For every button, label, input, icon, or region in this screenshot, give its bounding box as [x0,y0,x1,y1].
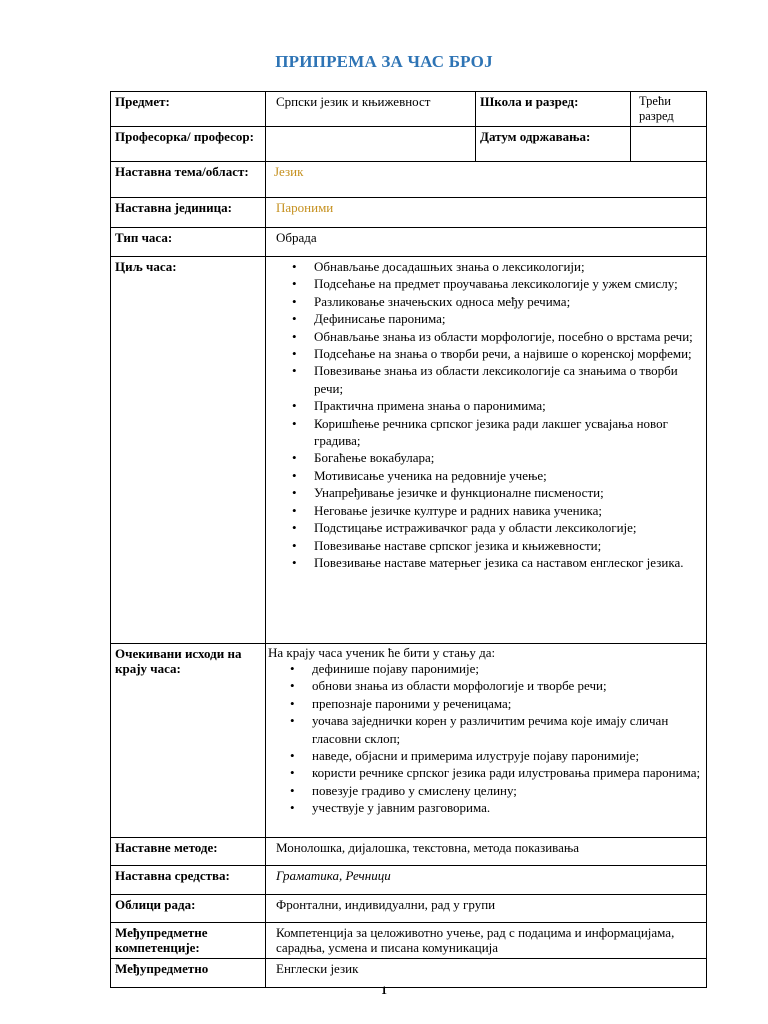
school-grade-value: Трећи разред [631,92,707,127]
goal-item: • Мотивисање ученика на редовније учење; [314,467,702,484]
goal-item: • Повезивање знања из области лексикологије са знањима о творби речи; [314,362,702,397]
topic-label: Наставна тема/област: [111,162,266,198]
outcomes-list [268,660,702,817]
competences-value: Компетенција за целоживотно учење, рад с подацима и информацијама, сарадња, усмена и писана комуникација [266,923,707,959]
correlation-value: Енглески језик [266,959,707,988]
unit-value: Пароними [266,198,707,228]
goals-list [270,258,702,571]
teacher-label: Професорка/ професор: [111,127,266,162]
means-value: Граматика, Речници [266,866,707,895]
date-value [631,127,707,162]
goals-label: Циљ часа: [111,257,266,644]
type-value: Обрада [266,228,707,257]
teacher-value [266,127,476,162]
date-label: Датум одржавања: [476,127,631,162]
outcome-item: • дефинише појаву паронимије; [312,660,702,677]
outcome-item: • обнови знања из области морфологије и творбе речи; [312,677,702,694]
methods-row [111,838,707,866]
topic-row [111,162,707,198]
goal-item: • Дефинисање паронима; [314,310,702,327]
means-label: Наставна средства: [111,866,266,895]
correlation-label: Међупредметно [111,959,266,988]
goal-item: • Обнављање знања из области морфологије, посебно о врстама речи; [314,328,702,345]
document-title: ПРИПРЕМА ЗА ЧАС БРОЈ [275,52,493,71]
unit-label: Наставна јединица: [111,198,266,228]
forms-label: Облици рада: [111,895,266,923]
means-row [111,866,707,895]
goals-cell [266,257,707,644]
subject-row [111,92,707,127]
outcome-item: • повезује градиво у смислену целину; [312,782,702,799]
outcomes-row [111,644,707,838]
type-row [111,228,707,257]
outcome-item: • препознаје пароними у реченицама; [312,695,702,712]
goal-item: • Унапређивање језичке и функционалне писмености; [314,484,702,501]
outcomes-cell [266,644,707,838]
forms-row [111,895,707,923]
competences-row [111,923,707,959]
methods-label: Наставне методе: [111,838,266,866]
lesson-plan-table [110,91,707,988]
outcome-item: • користи речнике српског језика ради илустровања примера паронима; [312,764,702,781]
goal-item: • Практична примена знања о паронимима; [314,397,702,414]
goal-item: • Обнављање досадашњих знања о лексикологији; [314,258,702,275]
goal-item: • Подсећање на предмет проучавања лексикологије у ужем смислу; [314,275,702,292]
type-label: Тип часа: [111,228,266,257]
goal-item: • Подстицање истраживачког рада у области лексикологије; [314,519,702,536]
goal-item: • Богаћење вокабулара; [314,449,702,466]
methods-value: Монолошка, дијалошка, текстовна, метода показивања [266,838,707,866]
subject-label: Предмет: [111,92,266,127]
topic-value: Језик [266,162,707,198]
teacher-row [111,127,707,162]
goal-item: • Коришћење речника српског језика ради лакшег усвајања новог градива; [314,415,702,450]
unit-row [111,198,707,228]
goal-item: • Разликовање значењских односа међу речима; [314,293,702,310]
goals-row [111,257,707,644]
outcomes-label: Очекивани исходи на крају часа: [111,644,266,838]
page-number: 1 [381,983,387,997]
outcomes-intro: На крају часа ученик ће бити у стању да: [268,645,496,660]
goal-item: • Повезивање наставе матерњег језика са наставом енглеског језика. [314,554,702,571]
forms-value: Фронтални, индивидуални, рад у групи [266,895,707,923]
outcome-item: • наведе, објасни и примерима илуструје појаву паронимије; [312,747,702,764]
subject-value: Српски језик и књижевност [266,92,476,127]
school-grade-label: Школа и разред: [476,92,631,127]
goal-item: • Неговање језичке културе и радних навика ученика; [314,502,702,519]
outcome-item: • уочава заједнички корен у различитим речима које имају сличан гласовни склоп; [312,712,702,747]
competences-label: Међупредметне компетенције: [111,923,266,959]
outcome-item: • учествује у јавним разговорима. [312,799,702,816]
goal-item: • Подсећање на знања о творби речи, а највише о коренској морфеми; [314,345,702,362]
goal-item: • Повезивање наставе српског језика и књижевности; [314,537,702,554]
